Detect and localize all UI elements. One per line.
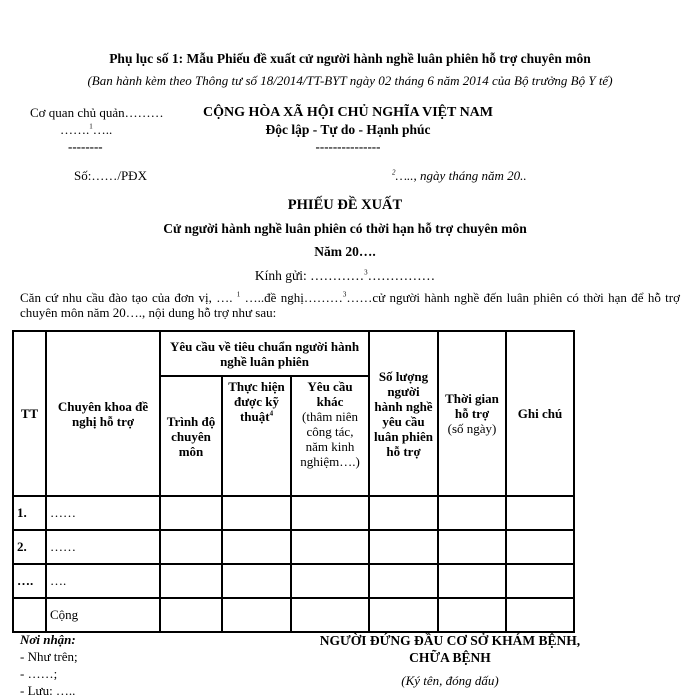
agency-dash: -------- [68,139,103,154]
recipient-item: - Lưu: ….. [20,683,76,698]
doc-number: Số:……/PĐX [74,168,147,183]
cell[interactable] [222,530,291,564]
cell[interactable] [438,530,506,564]
signer-block [220,632,680,689]
cell[interactable] [160,564,222,598]
nation-motto: Độc lập - Tự do - Hạnh phúc [265,122,431,137]
header-other-label: Yêu cầu khác [307,379,353,409]
row-total-label: Cộng [46,598,160,632]
footnote-marker: 4 [269,409,274,418]
cell[interactable] [222,564,291,598]
row-specialty[interactable]: …. [46,564,160,598]
agency-unit-line [30,121,180,138]
header-remarks: Ghi chú [506,331,574,496]
cell[interactable] [291,598,369,632]
agency-unit-tail: ….. [92,122,113,137]
table-row-total [13,598,574,632]
nation-block [198,104,498,155]
cell[interactable] [438,598,506,632]
basis-part-1: Căn cứ nhu cầu đào tạo của đơn vị, …. [20,290,237,305]
header-specialty: Chuyên khoa đề nghị hỗ trợ [46,331,160,496]
recipient-item: - ……; [20,666,58,681]
cell[interactable] [160,496,222,530]
date-line [392,168,527,184]
header-other-requirements [291,376,369,496]
cell[interactable] [222,598,291,632]
header-other-note: (thâm niên công tác, năm kinh nghiệm….) [300,409,360,469]
header-level: Trình độ chuyên môn [160,376,222,496]
footnote-marker: 1 [89,122,93,131]
cell[interactable] [160,530,222,564]
header-requirements: Yêu cầu về tiêu chuẩn người hành nghề luân phiên [160,331,369,376]
basis-paragraph [20,290,680,320]
table-row [13,496,574,530]
header-duration [438,331,506,496]
basis-part-3: ……cử người hành nghề đến luân phiên có thời hạn để hỗ trợ chuyên môn năm 20…., nội dung hỗ trợ như sau: [20,290,680,320]
table-row [13,530,574,564]
recipient-line [0,268,690,284]
row-specialty[interactable]: …… [46,496,160,530]
cell[interactable] [506,598,574,632]
cell[interactable] [438,564,506,598]
header-technique [222,376,291,496]
recipient-item: - Như trên; [20,649,78,664]
recipients-block [20,631,78,699]
header-technique-label: Thực hiện được kỹ thuật [228,379,285,424]
cell[interactable] [506,564,574,598]
signer-title-2: CHỮA BỆNH [409,650,491,665]
cell[interactable] [506,496,574,530]
row-tt[interactable]: …. [13,564,46,598]
cell[interactable] [369,564,438,598]
header-duration-note: (số ngày) [447,421,497,436]
footnote-marker: 1 [236,290,241,299]
nation-name: CỘNG HÒA XÃ HỘI CHỦ NGHĨA VIỆT NAM [202,105,493,120]
row-tt[interactable]: 2. [13,530,46,564]
header-quantity: Số lượng người hành nghề yêu cầu luân phiên hỗ trợ [369,331,438,496]
form-year: Năm 20…. [314,244,376,259]
table-row [13,564,574,598]
basis-part-2: …..đề nghị……… [240,290,343,305]
cell[interactable] [291,530,369,564]
agency-block [30,104,180,155]
date-text: ….., ngày tháng năm 20.. [395,168,527,183]
cell[interactable] [291,564,369,598]
cell[interactable] [369,496,438,530]
recipients-label: Nơi nhận: [20,632,76,647]
form-subtitle: Cử người hành nghề luân phiên có thời hạn hỗ trợ chuyên môn [163,221,527,236]
recipient-prefix: Kính gửi: ………… [254,268,365,283]
signer-title: NGƯỜI ĐỨNG ĐẦU CƠ SỞ KHÁM BỆNH, [319,633,581,648]
support-table [12,330,575,633]
agency-label: Cơ quan chủ quản……… [30,105,164,120]
header-tt: TT [13,331,46,496]
footnote-marker: 3 [364,268,368,277]
signer-note: (Ký tên, đóng dấu) [401,673,499,688]
cell[interactable] [438,496,506,530]
footnote-marker: 3 [342,290,347,299]
row-tt [13,598,46,632]
cell[interactable] [222,496,291,530]
header-duration-label: Thời gian hỗ trợ [445,391,499,421]
row-specialty[interactable]: …… [46,530,160,564]
agency-unit-dots: ……. [60,122,90,137]
nation-dash: --------------- [315,139,381,154]
cell[interactable] [506,530,574,564]
cell[interactable] [369,530,438,564]
form-title: PHIẾU ĐỀ XUẤT [287,197,403,213]
row-tt[interactable]: 1. [13,496,46,530]
cell[interactable] [160,598,222,632]
recipient-suffix: …………… [367,268,436,283]
cell[interactable] [291,496,369,530]
footnote-marker: 2 [392,168,396,177]
appendix-title: Phụ lục số 1: Mẫu Phiếu đề xuất cử người hành nghề luân phiên hỗ trợ chuyên môn [109,51,591,66]
cell[interactable] [369,598,438,632]
issuance-note: (Ban hành kèm theo Thông tư số 18/2014/TT-BYT ngày 02 tháng 6 năm 2014 của Bộ trưởng Bộ Y tế) [87,73,613,88]
